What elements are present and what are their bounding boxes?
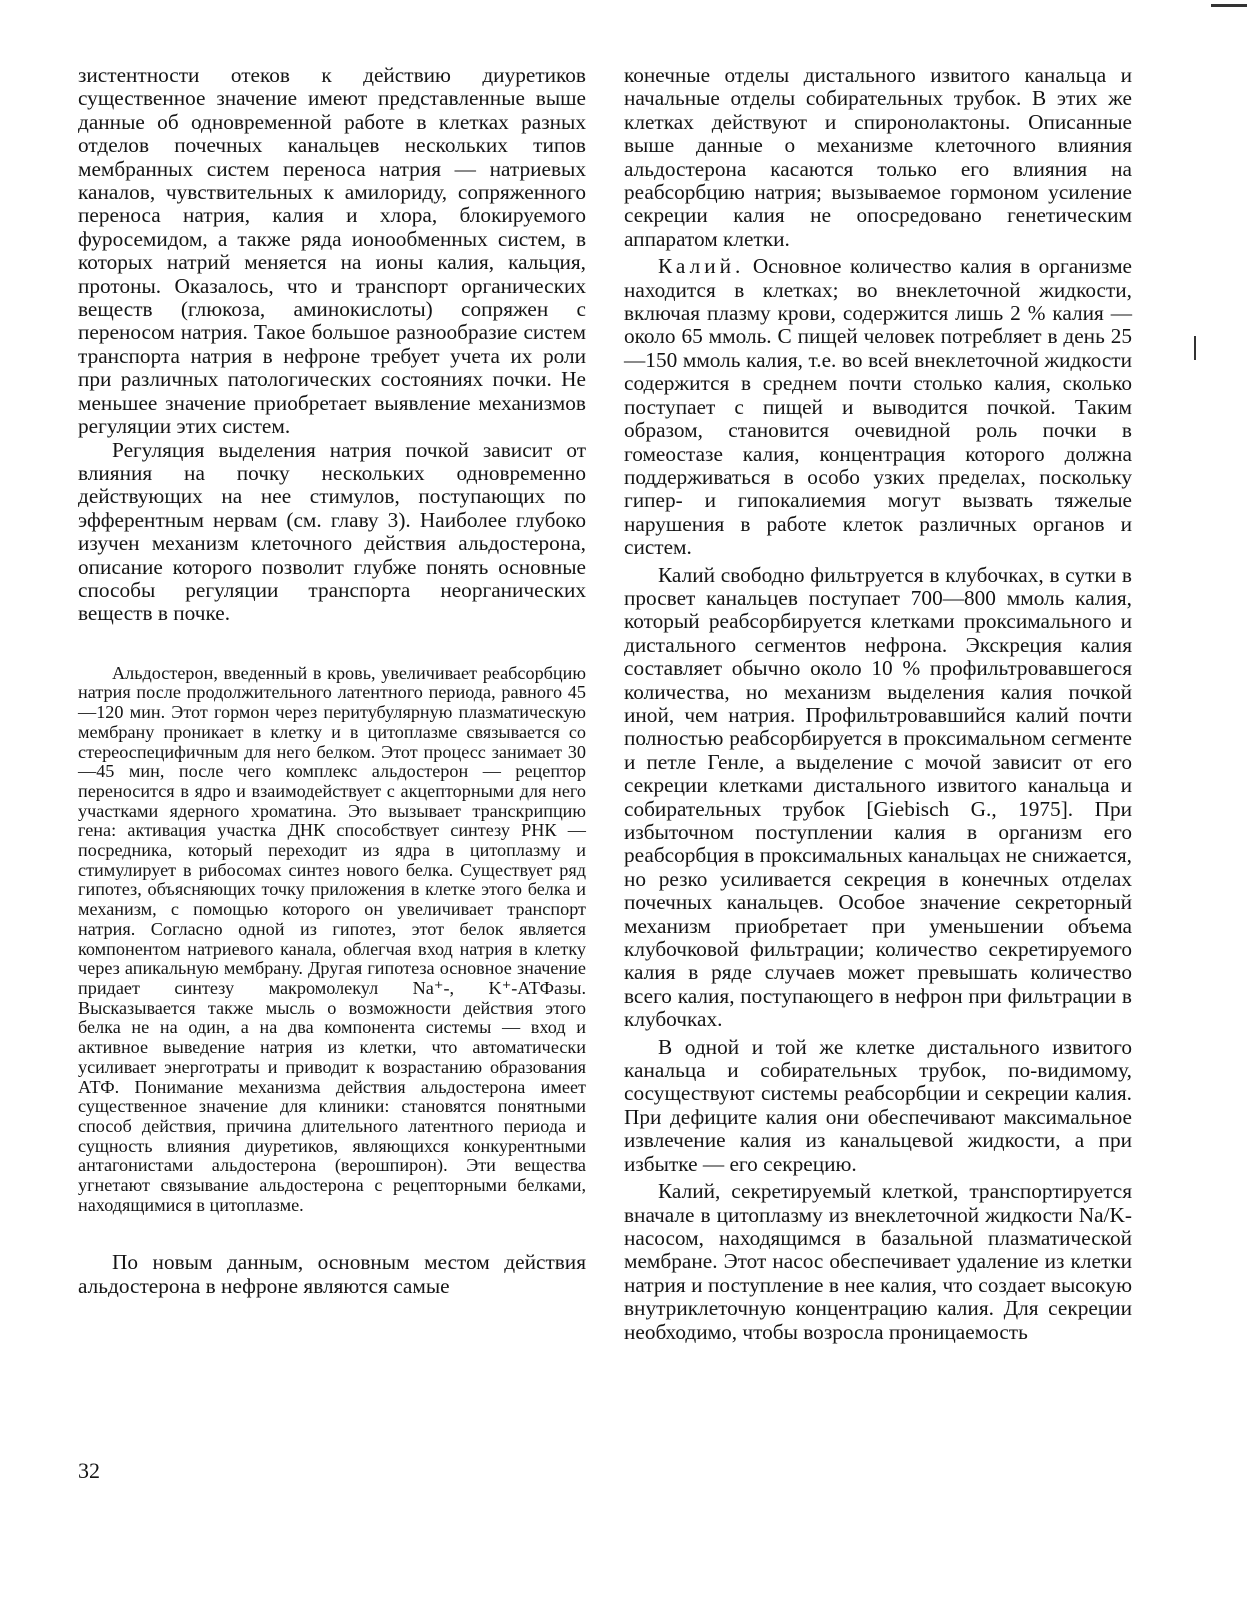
right-paragraph-2-text: Основное количество калия в организме находится в клетках; во внеклеточной жидкости, включая плазму крови, содержится лишь 2 % калия — около 65 ммоль. С пищей человек потребляет в день 25—150 ммоль калия, т.е. во всей внеклеточной жидкости содержится в среднем почти столько калия, сколько поступает с пищей и выводится почкой. Таким образом, становится очевидной роль почки в гомеостазе калия, концентрация которого должна поддерживаться в особо узких пределах, поскольку гипер- и гипокалиемия могут вызвать тяжелые нарушения в работе клеток различных органов и систем. <box>624 254 1132 560</box>
right-paragraph-5: Калий, секретируемый клеткой, транспортируется вначале в цитоплазму из внеклеточной жидкости Na/K-насосом, находящимся в базальной плазматической мембране. Этот насос обеспечивает удаление из клетки натрия и поступление в нее калия, что создает высокую внутриклеточную концентрацию калия. Для секреции необходимо, чтобы возросла проницаемость <box>624 1179 1132 1344</box>
left-paragraph-1: зистентности отеков к действию диуретиков существенное значение имеют представленные выше данные об одновременной работе в клетках разных отделов почечных канальцев нескольких типов мембранных систем переноса натрия — натриевых каналов, чувствительных к амилориду, сопряженного переноса натрия, калия и хлора, блокируемого фуросемидом, а также ряда ионообменных систем, в которых натрий меняется на ионы калия, кальция, протоны. Оказалось, что и транспорт органических веществ (глюкоза, аминокислоты) сопряжен с переносом натрия. Такое большое разнообразие систем транспорта натрия в нефроне требует учета их роли при различных патологических состояниях почки. Не меньшее значение приобретает выявление механизмов регуляции этих систем. <box>78 63 586 439</box>
right-paragraph-3: Калий свободно фильтруется в клубочках, в сутки в просвет канальцев поступает 700—800 ммоль калия, который реабсорбируется клетками проксимального и дистального сегментов нефрона. Экскреция калия составляет обычно около 10 % профильтровавшегося количества, но механизм выделения калия почкой иной, чем натрия. Профильтровавшийся калий почти полностью реабсорбируется в проксимальном сегменте и петле Генле, а выделение с мочой зависит от его секреции клетками дистального извитого канальца и собирательных трубок [Giebisch G., 1975]. При избыточном поступлении калия в организм его реабсорбция в проксимальных канальцах не снижается, но резко усиливается секреция в конечных отделах почечных канальцев. Особое значение секреторный механизм приобретает при уменьшении объема клубочковой фильтрации; количество секретируемого калия в ряде случаев может превышать количество всего калия, поступающего в нефрон при фильтрации в клубочках. <box>624 562 1132 1032</box>
right-column <box>624 64 1132 1344</box>
scan-edge-mark <box>1211 4 1247 7</box>
section-heading-potassium: Калий. <box>658 254 745 279</box>
margin-mark <box>1194 336 1196 360</box>
right-paragraph-4: В одной и той же клетке дистального извитого канальца и собирательных трубок, по-видимому, сосуществуют системы реабсорбции и секреции калия. При дефиците калия они обеспечивают максимальное извлечение калия из канальцевой жидкости, а при избытке — его секрецию. <box>624 1034 1132 1176</box>
left-paragraph-2: Регуляция выделения натрия почкой зависит от влияния на почку нескольких одновременно действующих на нее стимулов, поступающих по эфферентным нервам (см. главу 3). Наиболее глубоко изучен механизм клеточного действия альдостерона, описание которого позволит глубже понять основные способы регуляции транспорта неорганических веществ в почке. <box>78 437 586 626</box>
left-column <box>78 64 586 1298</box>
left-paragraph-3: По новым данным, основным местом действия альдостерона в нефроне являются самые <box>78 1250 586 1298</box>
right-paragraph-2 <box>624 255 1132 559</box>
small-print-paragraph: Альдостерон, введенный в кровь, увеличивает реабсорбцию натрия после продолжительного латентного периода, равного 45—120 мин. Этот гормон через перитубулярную плазматическую мембрану проникает в клетку и в цитоплазме связывается со стереоспецифичным для него белком. Этот процесс занимает 30—45 мин, после чего комплекс альдостерон — рецептор переносится в ядро и взаимодействует с акцепторными для него участками ядерного хроматина. Это вызывает транскрипцию гена: активация участка ДНК способствует синтезу РНК — посредника, который переходит из ядра в цитоплазму и стимулирует в рибосомах синтез нового белка. Существует ряд гипотез, объясняющих точку приложения в клетке этого белка и механизм, с помощью которого он увеличивает транспорт натрия. Согласно одной из гипотез, этот белок является компонентом натриевого канала, облегчая вход натрия в клетку через апикальную мембрану. Другая гипотеза основное значение придает синтезу макромолекул Na⁺-, K⁺-АТФазы. Высказывается также мысль о возможности действия этого белка не на один, а на два компонента системы — вход и активное выведение натрия из клетки, что автоматически усиливает энерготраты и приводит к возрастанию образования АТФ. Понимание механизма действия альдостерона имеет существенное значение для клиники: становятся понятными способ действия, причина длительного латентного периода и сущность влияния диуретиков, являющихся конкурентными антагонистами альдостерона (верошпирон). Эти вещества угнетают связывание альдостерона с рецепторными белками, находящимися в цитоплазме. <box>78 662 586 1215</box>
right-paragraph-1: конечные отделы дистального извитого канальца и начальные отделы собирательных трубок. В этих же клетках действуют и спиронолактоны. Описанные выше данные о механизме клеточного влияния альдостерона касаются только его влияния на реабсорбцию натрия; вызываемое гормоном усиление секреции калия не опосредовано генетическим аппаратом клетки. <box>624 63 1132 251</box>
page-number: 32 <box>78 1458 100 1483</box>
